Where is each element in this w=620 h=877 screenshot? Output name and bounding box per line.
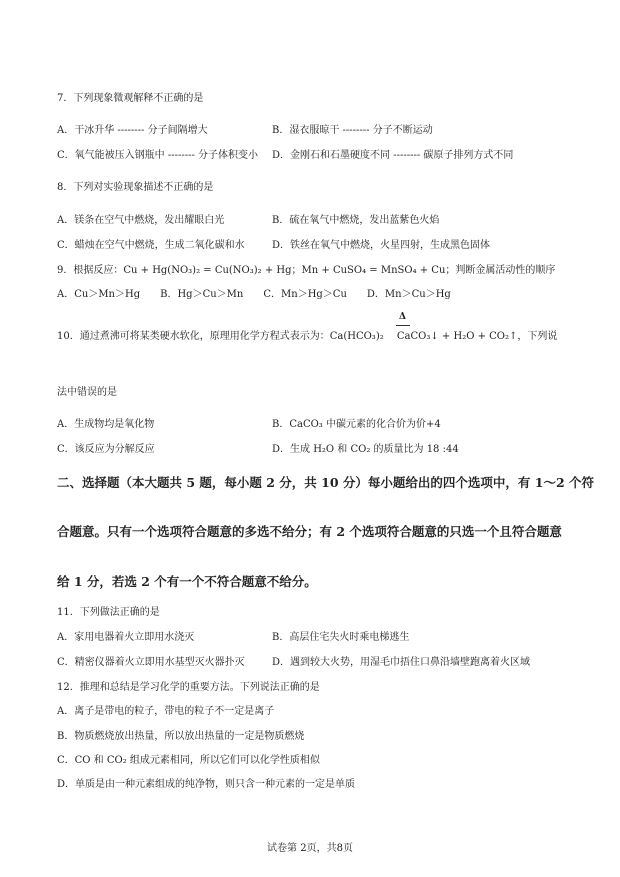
section-2-heading-line-1: 二、选择题（本大题共 5 题，每小题 2 分，共 10 分）每小题给出的四个选项中，有 1～2 个符 <box>57 475 595 490</box>
q10-stem-continued: 法中错误的是 <box>57 387 117 398</box>
q8-option-c: C．蜡烛在空气中燃烧，生成二氧化碳和水 <box>57 240 245 251</box>
q10-option-d: D．生成 H₂O 和 CO₂ 的质量比为 18 :44 <box>272 444 459 455</box>
heating-condition-symbol: Δ <box>399 312 406 322</box>
q9-stem: 9．根据反应：Cu + Hg(NO₃)₂ = Cu(NO₃)₂ + Hg；Mn + CuSO₄ = MnSO₄ + Cu；判断金属活动性的顺序 <box>57 265 556 276</box>
q7-stem: 7．下列现象微观解释不正确的是 <box>57 93 204 104</box>
section-2-heading-line-3: 给 1 分，若选 2 个有一个不符合题意不给分。 <box>57 574 317 589</box>
page-footer: 试卷第 2页，共8页 <box>267 843 353 854</box>
q8-option-d: D．铁丝在氧气中燃烧，火星四射，生成黑色固体 <box>272 240 491 251</box>
q11-option-b: B．高层住宅失火时乘电梯逃生 <box>272 632 410 643</box>
q9-options: A．Cu＞Mn＞Hg B．Hg＞Cu＞Mn C．Mn＞Hg＞Cu D．Mn＞Cu＞Hg <box>57 289 451 300</box>
q11-option-a: A．家用电器着火立即用水浇灭 <box>57 632 195 643</box>
q7-option-d: D．金刚石和石墨硬度不同 -------- 碳原子排列方式不同 <box>272 150 514 161</box>
q7-option-b: B．湿衣服晾干 -------- 分子不断运动 <box>272 125 433 136</box>
section-2-heading-line-2: 合题意。只有一个选项符合题意的多选不给分；有 2 个选项符合题意的只选一个且符合题意 <box>57 524 562 539</box>
q12-option-b: B．物质燃烧放出热量，所以放出热量的一定是物质燃烧 <box>57 731 305 742</box>
q12-option-d: D．单质是由一种元素组成的纯净物，则只含一种元素的一定是单质 <box>57 779 356 790</box>
q7-option-a: A．干冰升华 -------- 分子间隔增大 <box>57 125 208 136</box>
heating-condition-bar <box>396 325 410 326</box>
q8-stem: 8．下列对实验现象描述不正确的是 <box>57 182 214 193</box>
q12-stem: 12．推理和总结是学习化学的重要方法。下列说法正确的是 <box>57 682 320 693</box>
q11-option-c: C．精密仪器着火立即用水基型灭火器扑灭 <box>57 657 245 668</box>
q8-option-a: A．镁条在空气中燃烧，发出耀眼白光 <box>57 215 225 226</box>
q11-option-d: D．遇到较大火势，用湿毛巾捂住口鼻沿墙壁跑离着火区域 <box>272 657 531 668</box>
q10-option-b: B．CaCO₃ 中碳元素的化合价为价+4 <box>272 419 441 430</box>
q12-option-c: C．CO 和 CO₂ 组成元素相同，所以它们可以化学性质相似 <box>57 755 320 766</box>
q10-option-a: A．生成物均是氧化物 <box>57 419 155 430</box>
q8-option-b: B．硫在氧气中燃烧，发出蓝紫色火焰 <box>272 215 440 226</box>
q11-stem: 11．下列做法正确的是 <box>57 607 160 618</box>
q12-option-a: A．离子是带电的粒子，带电的粒子不一定是离子 <box>57 706 275 717</box>
q7-option-c: C．氧气能被压入钢瓶中 -------- 分子体积变小 <box>57 150 259 161</box>
q10-stem: 10．通过煮沸可将某类硬水软化，原理用化学方程式表示为：Ca(HCO₃)₂ CaCO₃↓ + H₂O + CO₂↑，下列说 <box>57 331 558 342</box>
q10-option-c: C．该反应为分解反应 <box>57 444 155 455</box>
